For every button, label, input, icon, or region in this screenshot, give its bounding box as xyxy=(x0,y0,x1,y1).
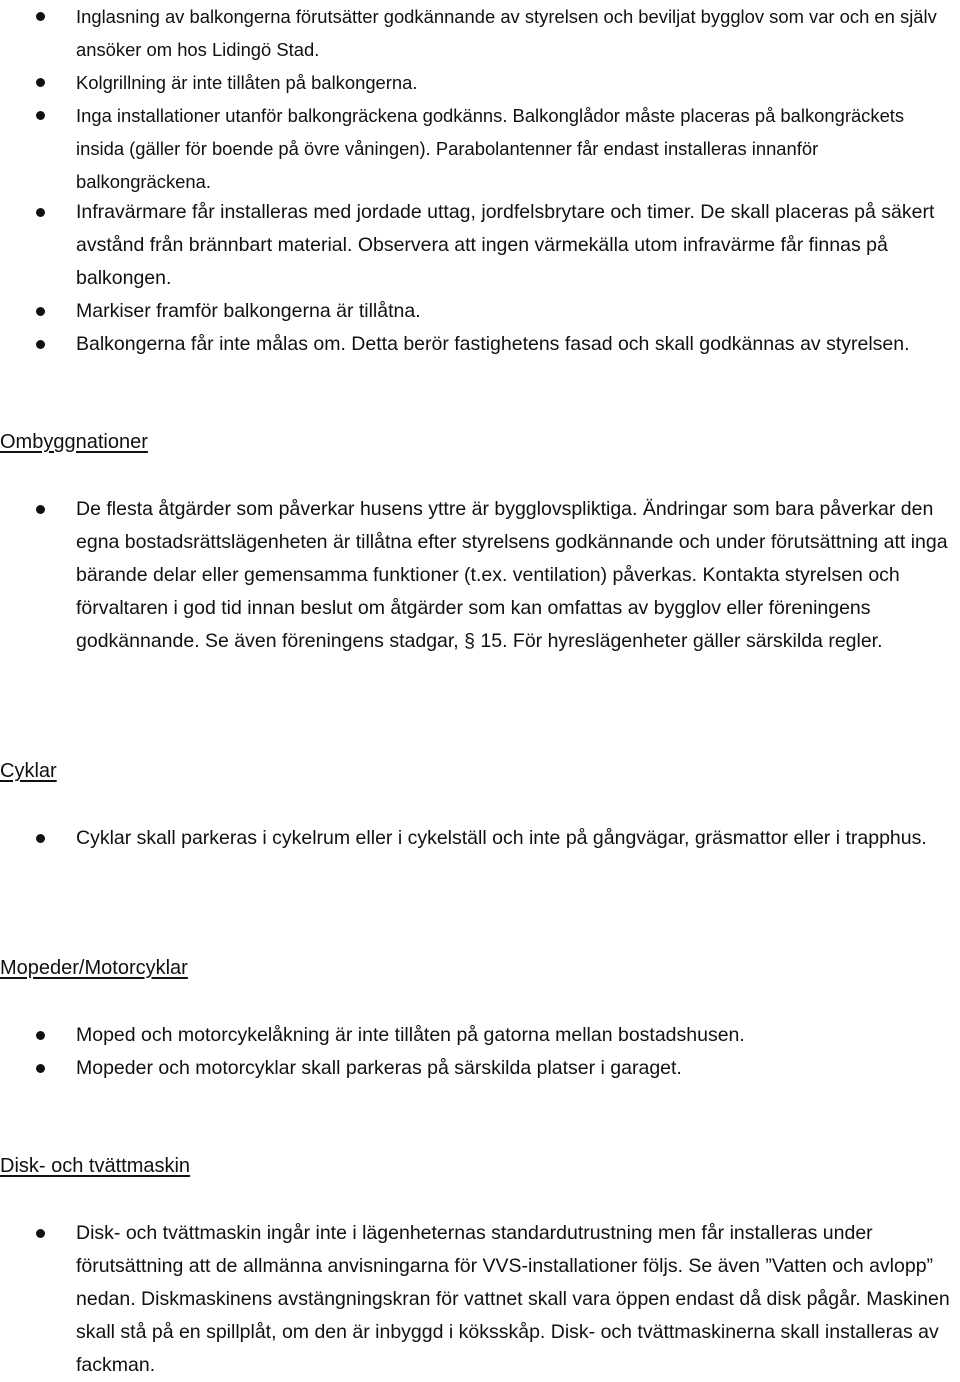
section-heading-disk-tvattmaskin: Disk- och tvättmaskin xyxy=(0,1155,191,1177)
section-heading-cyklar: Cyklar xyxy=(0,760,57,782)
list-item xyxy=(0,493,960,658)
ombyggnationer-list xyxy=(0,493,960,658)
list-item xyxy=(0,196,960,295)
section-heading-ombyggnationer: Ombyggnationer xyxy=(0,431,148,453)
list-item xyxy=(0,1019,960,1052)
mopeder-list xyxy=(0,1019,960,1085)
list-item-text: De flesta åtgärder som påverkar husens yttre är bygglovspliktiga. Ändringar som bara påverkar den egna bostadsrättslägenheten är tillåtna efter styrelsens godkännande och under förutsättning att inga bärande delar eller gemensamma funktioner (t.ex. ventilation) påverkas. Kontakta styrelsen och förvaltaren i god tid innan beslut om åtgärder som kan omfattas av bygglov eller föreningens godkännande. Se även föreningens stadgar, § 15. För hyreslägenheter gäller särskilda regler. xyxy=(76,498,948,652)
list-item xyxy=(0,328,960,361)
list-item xyxy=(0,1052,960,1085)
list-item xyxy=(0,1217,960,1382)
bullet-icon xyxy=(36,834,45,843)
list-item-text: Mopeder och motorcyklar skall parkeras på särskilda platser i garaget. xyxy=(76,1057,682,1079)
balkonger-list-part1 xyxy=(0,0,960,198)
list-item-text: Inga installationer utanför balkongräckena godkänns. Balkonglådor måste placeras på balkongräckets insida (gäller för boende på övre våningen). Parabolantenner får endast installeras innanför balkongräckena. xyxy=(76,105,905,192)
list-item xyxy=(0,99,960,198)
list-item-text: Kolgrillning är inte tillåten på balkongerna. xyxy=(76,72,418,93)
list-item-text: Moped och motorcykelåkning är inte tillåten på gatorna mellan bostadshusen. xyxy=(76,1024,745,1046)
balkonger-list-part2 xyxy=(0,196,960,361)
section-heading-mopeder: Mopeder/Motorcyklar xyxy=(0,957,188,979)
bullet-icon xyxy=(36,78,45,87)
list-item-text: Markiser framför balkongerna är tillåtna. xyxy=(76,300,421,322)
list-item xyxy=(0,66,960,99)
bullet-icon xyxy=(36,208,45,217)
list-item-text: Cyklar skall parkeras i cykelrum eller i cykelställ och inte på gångvägar, gräsmattor eller i trapphus. xyxy=(76,827,927,849)
list-item xyxy=(0,295,960,328)
bullet-icon xyxy=(36,12,45,21)
list-item xyxy=(0,0,960,66)
bullet-icon xyxy=(36,1064,45,1073)
list-item-text: Infravärmare får installeras med jordade uttag, jordfelsbrytare och timer. De skall placeras på säkert avstånd från brännbart material. Observera att ingen värmekälla utom infravärme får finnas på balkongen. xyxy=(76,201,935,289)
bullet-icon xyxy=(36,505,45,514)
bullet-icon xyxy=(36,111,45,120)
list-item xyxy=(0,822,960,855)
disk-tvattmaskin-list xyxy=(0,1217,960,1382)
bullet-icon xyxy=(36,307,45,316)
cyklar-list xyxy=(0,822,960,855)
list-item-text: Inglasning av balkongerna förutsätter godkännande av styrelsen och beviljat bygglov som var och en själv ansöker om hos Lidingö Stad. xyxy=(76,6,937,60)
bullet-icon xyxy=(36,1031,45,1040)
list-item-text: Disk- och tvättmaskin ingår inte i lägenheternas standardutrustning men får installeras under förutsättning att de allmänna anvisningarna för VVS-installationer följs. Se även ”Vatten och avlopp” nedan. Diskmaskinens avstängningskran för vattnet skall vara öppen endast då disk pågår. Maskinen skall stå på en spillplåt, om den är inbyggd i köksskåp. Disk- och tvättmaskinerna skall installeras av fackman. xyxy=(76,1222,950,1376)
bullet-icon xyxy=(36,1229,45,1238)
bullet-icon xyxy=(36,340,45,349)
list-item-text: Balkongerna får inte målas om. Detta berör fastighetens fasad och skall godkännas av styrelsen. xyxy=(76,333,910,355)
